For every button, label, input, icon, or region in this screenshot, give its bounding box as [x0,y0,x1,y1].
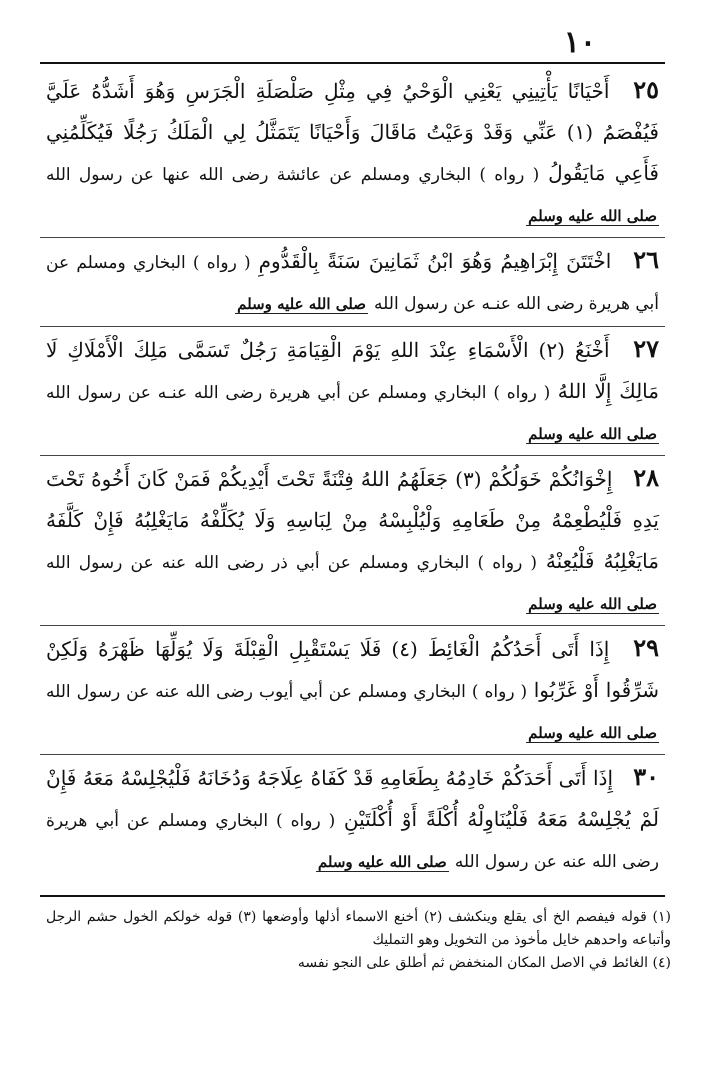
hadith-30 [40,757,665,882]
footnotes [40,906,677,975]
page-number: ١٠ [563,25,596,60]
hadith-25 [40,70,665,235]
hadith-number: ٢٥ [633,75,659,104]
salla-glyph: صلى الله عليه وسلم [528,595,657,613]
salla-glyph: صلى الله عليه وسلم [317,853,447,871]
hadith-number: ٢٦ [633,245,660,274]
hadith-source: ( رواه ) البخاري ومسلم عن أبي هريرة رضى الله عنه عن رسول الله [46,811,659,872]
salla-glyph: صلى الله عليه وسلم [237,295,366,313]
hadith-divider [40,237,665,238]
salla-glyph: صلى الله عليه وسلم [528,207,657,225]
hadith-29 [40,628,665,752]
hadith-divider [40,455,665,456]
hadith-number: ٢٨ [633,463,659,492]
hadith-text: إِذَا أَتَى أَحَدَكُمْ خَادِمُهُ بِطَعَامِهِ قَدْ كَفَاهُ عِلَاجَهُ وَدُخَانَهُ فَلْيُجْلِسْهُ مَعَهُ فَإِنْ لَمْ يُجْلِسْهُ مَعَهُ فَلْيُنَاوِلْهُ أُكْلَةً أَوْ أُكْلَتَيْنِ [46,766,660,831]
salla-glyph: صلى الله عليه وسلم [528,425,657,443]
hadith-divider [40,625,665,626]
hadith-number: ٢٩ [633,633,659,662]
hadith-text: إِذَا أَتَى أَحَدُكُمُ الْغَائِطَ (٤) فَلَا يَسْتَقْبِلِ الْقِبْلَةَ وَلَا يُوَلِّهَا ظَهْرَهُ وَلَكِنْ شَرِّقُوا أَوْ غَرِّبُوا [46,637,659,702]
footnote-line: (١) قوله فيفصم الخ أى يقلع وينكشف (٢) أخنع الاسماء أذلها وأوضعها (٣) قوله خولكم الخول حشم الرجل وأتباعه واحدهم خايل مأخوذ من التخويل وهو التمليك [46,909,671,948]
hadith-list [40,70,665,882]
salla-glyph: صلى الله عليه وسلم [528,724,657,742]
header-rule [40,62,665,64]
hadith-text: أَخْنَعُ (٢) الْأَسْمَاءِ عِنْدَ اللهِ يَوْمَ الْقِيَامَةِ رَجُلٌ تَسَمَّى مَلِكَ الْأَمْلَاكِ لَا مَالِكَ إِلَّا اللهُ [46,338,659,403]
footnote-line: (٤) الغائط في الاصل المكان المنخفض ثم أطلق على النجو نفسه [297,955,671,971]
hadith-text: أَحْيَانًا يَأْتِينِي يَعْنِي الْوَحْيُ فِي مِثْلِ صَلْصَلَةِ الْجَرَسِ وَهُوَ أَشَدُّهُ عَلَيَّ فَيُفْصَمُ (١) عَنِّي وَقَدْ وَعَيْتُ مَاقَالَ وَأَحْيَانًا يَتَمَثَّلُ لِي الْمَلَكُ رَجُلًا فَيُكَلِّمُنِي فَأَعِي مَايَقُولُ [46,79,659,185]
hadith-source: ( رواه ) البخاري ومسلم عن أبي أيوب رضى الله عنه عن رسول الله [46,682,528,702]
hadith-26 [40,240,665,324]
hadith-source: ( رواه ) البخاري ومسلم عن أبي هريرة رضى الله عنـه عن رسول الله [46,383,551,403]
hadith-27 [40,329,665,453]
hadith-source: ( رواه ) البخاري ومسلم عن أبي هريرة رضى الله عنـه عن رسول الله [46,253,659,314]
hadith-number: ٣٠ [633,762,659,791]
hadith-text: إِخْوَانُكُمْ خَوَلُكُمْ (٣) جَعَلَهُمُ اللهُ فِتْنَةً تَحْتَ أَيْدِيكُمْ فَمَنْ كَانَ أَخُوهُ تَحْتَ يَدِهِ فَلْيُطْعِمْهُ مِنْ طَعَامِهِ وَلْيُلْبِسْهُ مِنْ لِبَاسِهِ وَلَا يُكَلِّفْهُ مَايَغْلِبُهُ فَإِنْ كَلَّفَهُ مَايَغْلِبُهُ فَلْيُعِنْهُ [46,467,659,573]
hadith-28 [40,458,665,623]
hadith-text: اخْتَتَنَ إِبْرَاهِيمُ وَهُوَ ابْنُ ثَمَانِينَ سَنَةً بِالْقَدُّومِ [258,249,612,273]
hadith-source: ( رواه ) البخاري ومسلم عن أبي ذر رضى الله عنه عن رسول الله [46,553,538,573]
hadith-divider [40,754,665,755]
hadith-source: ( رواه ) البخاري ومسلم عن عائشة رضى الله عنها عن رسول الله [46,165,540,185]
footnote-rule [40,895,665,897]
hadith-number: ٢٧ [633,334,659,363]
hadith-divider [40,326,665,327]
